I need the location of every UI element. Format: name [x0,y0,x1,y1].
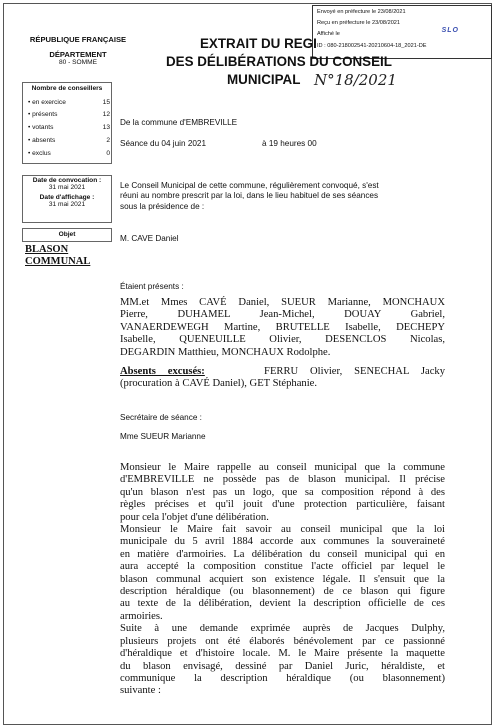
department-value: 80 - SOMME [58,59,98,66]
body-line: description héraldique (ou blasonnement) de ce blason qui figure [120,586,445,598]
president-name: M. CAVE Daniel [120,234,179,243]
stamp-sent: Envoyé en préfecture le 23/08/2021 [317,9,406,15]
title-line-3: MUNICIPAL [227,72,301,87]
body-line: municipale du 5 avril 1884 accorde aux communes la souveraineté [120,536,445,548]
body-line: aura accepté la composition constitue l'acte officiel par lequel le [120,561,445,573]
body-line: blason communal acquiert son existence légale. Il s'ensuit que la [120,573,445,585]
excuses-names: FERRU Olivier, SENECHAL Jacky [264,366,445,377]
body-line: en matière d'armoiries. La délibération du conseil municipal qui en [120,548,445,560]
intro-line: Le Conseil Municipal de cette commune, régulièrement convoqué, s'est [120,181,379,190]
body-line: Monsieur le Maire fait savoir au conseil municipal que la loi [120,524,445,536]
handwritten-number: N°18/2021 [314,71,397,89]
body-line: Suite à une demande exprimée auprès de Jacques Dulphy, [120,623,445,635]
body-line: du blason envisagé, dessiné par Daniel Juric, héraldiste, et [120,660,445,672]
stamp-id: ID : 080-218002541-20210604-18_2021-DE [317,43,427,49]
presents-list [120,297,445,359]
prefecture-stamp [312,5,492,59]
title-line-1: EXTRAIT DU REGI [200,36,317,51]
secretaire-label: Secrétaire de séance : [120,413,202,422]
affichage-date: 31 mai 2021 [48,201,86,208]
presents-line: MM.et Mmes CAVÉ Daniel, SUEUR Marianne, MONCHAUX [120,297,445,308]
intro-text [120,181,379,212]
objet-title [25,244,90,268]
presents-line: Isabelle, QUENEUILLE Olivier, DESENCLOS Nicolas, [120,334,445,346]
presents-label: Étaient présents : [120,282,184,291]
convocation-label: Date de convocation : [32,177,102,184]
convocation-date: 31 mai 2021 [48,184,86,191]
title-line-2: DES DÉLIBÉRATIONS DU CONSEIL [166,54,392,69]
objet-box [22,228,112,242]
excuses-block [120,366,445,391]
presents-line: Pierre, DUHAMEL Jean-Michel, DOUAY Gabriel, [120,309,445,321]
count-row: • votants 13 [28,124,110,131]
count-row: • en exercice 15 [28,99,110,106]
intro-line: réuni au nombre prescrit par la loi, dans le lieu habituel de ses séances [120,191,379,201]
objet-line-2: COMMUNAL [25,256,91,267]
commune-line: De la commune d'EMBREVILLE [120,118,238,127]
deliberation-text [120,462,445,698]
body-line: au texte de la délibération, devient la description officielle de ces [120,598,445,610]
body-line: qu'un blason n'est pas un logo, que sa composition répond à des [120,486,445,498]
department-label: DÉPARTEMENT [49,50,107,59]
seance-date: Séance du 04 juin 2021 [120,139,207,148]
affichage-label: Date d'affichage : [39,194,95,201]
counts-title: Nombre de conseillers [31,85,103,92]
presents-line: VANAERDEWEGH Martine, BRUTELLE Isabelle, DECHEPY [120,321,445,333]
intro-line: sous la présidence de : [120,201,205,211]
body-line: suivante : [120,685,161,697]
body-line: pour cela l'objet d'une délibération. [120,511,269,523]
stamp-received: Reçu en préfecture le 23/08/2021 [317,20,401,26]
objet-label: Objet [58,231,76,238]
excuses-label: Absents excusés: [120,366,205,377]
count-row: • présents 12 [28,111,110,118]
seance-time: à 19 heures 00 [262,139,317,148]
objet-line-1: BLASON [25,244,69,255]
body-line: communique la description héraldique (ou blasonnement) [120,672,445,684]
count-row: • absents 2 [28,137,110,144]
count-row: • exclus 0 [28,150,110,157]
presents-line: DEGARDIN Matthieu, MONCHAUX Rodolphe. [120,346,331,358]
body-line: Monsieur le Maire rappelle au conseil municipal que la commune [120,462,445,473]
excuses-line [120,366,445,378]
stamp-posted: Affiché le [317,31,340,37]
body-line: règles précises et qu'il jouit d'une protection particulière, faisant [120,499,445,511]
body-line: d'héraldique et d'histoire locale. M. le Maire présente la maquette [120,648,445,660]
excuses-line-2: (procuration à CAVÉ Daniel), GET Stéphanie. [120,378,318,390]
stamp-logo: SLO [441,27,459,34]
body-line: plusieurs projets ont été élaborés bénévolement par ce passionné [120,635,445,647]
left-header [22,35,134,66]
secretaire-name: Mme SUEUR Marianne [120,432,206,441]
dates-box [22,175,112,223]
body-line: d'EMBREVILLE ne possède pas de blason municipal. Il précise [120,474,445,486]
body-line: armoiries. [120,610,163,622]
counts-box [22,82,112,164]
republic-label: RÉPUBLIQUE FRANÇAISE [29,35,127,44]
